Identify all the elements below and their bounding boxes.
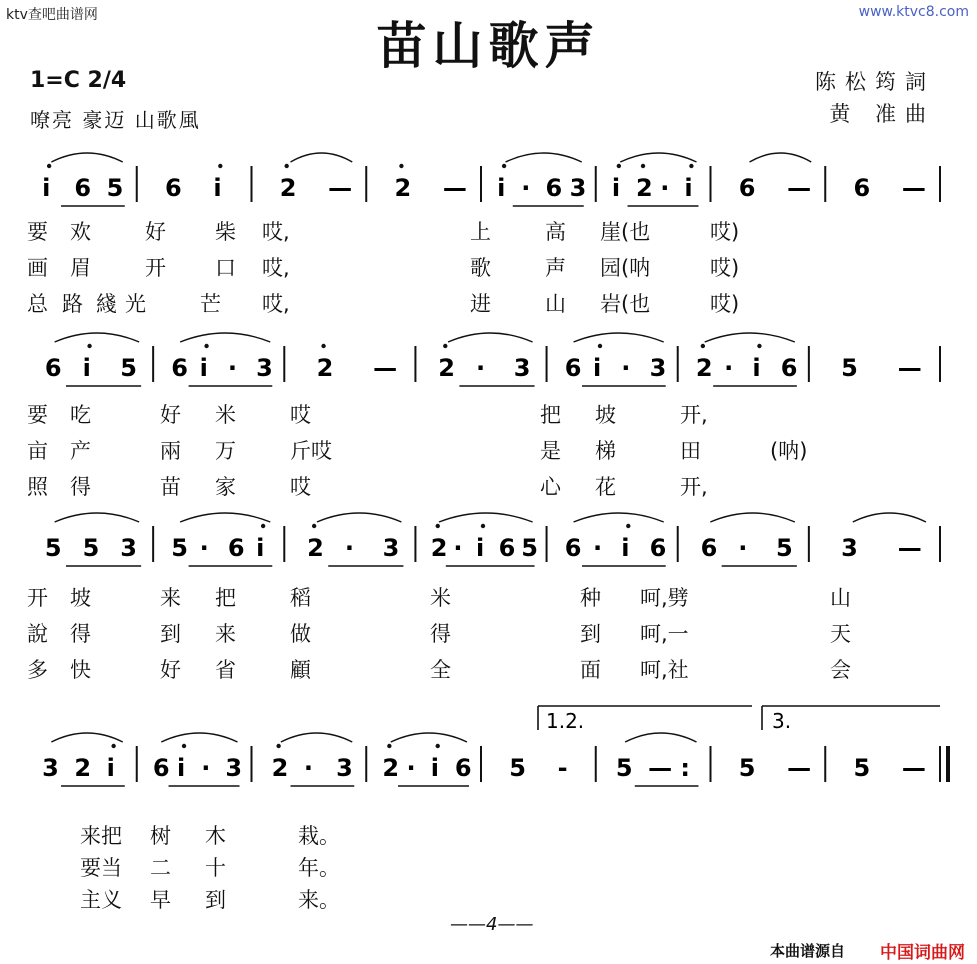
lyric-syllable: 万 [215, 439, 236, 463]
note: i [476, 534, 485, 562]
slur [506, 153, 582, 162]
note: 5 [509, 754, 526, 782]
octave-dot [757, 344, 761, 348]
lyric-syllable: 欢 [70, 220, 91, 244]
lyric-syllable: 好 [160, 403, 181, 427]
note: i [752, 354, 761, 382]
note: · [303, 754, 313, 782]
lyric-syllable: 总 [27, 292, 48, 316]
lyric-syllable: 得 [70, 622, 91, 646]
note: — [897, 534, 922, 562]
note: 5 [738, 754, 756, 782]
note: — [787, 754, 812, 782]
lyric-syllable: 光 [125, 292, 146, 316]
note: 5 [521, 534, 538, 562]
lyric-syllable: 把 [215, 586, 236, 610]
octave-dot [641, 164, 645, 168]
note: · [660, 174, 670, 202]
lyric-syllable: 山 [545, 292, 566, 316]
lyric-syllable: 芒 [200, 292, 221, 316]
octave-dot [312, 524, 316, 528]
lyric-syllable: 苗 [160, 475, 181, 499]
lyric-syllable: (呐) [770, 439, 808, 463]
lyric-syllable: 哎 [290, 403, 311, 427]
octave-dot [617, 164, 621, 168]
song-title: 苗山歌声 [376, 17, 601, 75]
lyric-syllable: 哎) [710, 256, 740, 280]
slur [180, 513, 270, 522]
note: · [453, 534, 463, 562]
note: 6 [853, 174, 871, 202]
note: i [82, 354, 91, 382]
lyric-syllable: 柴 [215, 220, 236, 244]
page-number-value: 4 [486, 914, 498, 935]
octave-dot [204, 344, 208, 348]
note: 3 [120, 534, 137, 562]
lyric-syllable: 栽。 [298, 824, 340, 848]
octave-dot [321, 344, 325, 348]
lyric-syllable: 說 [27, 622, 48, 646]
lyric-syllable: 开 [27, 586, 48, 610]
octave-dot [87, 344, 91, 348]
note: 2 [430, 534, 448, 562]
tempo-marking: 嘹亮 豪迈 山歌風 [30, 108, 201, 132]
lyric-syllable: 二 [150, 856, 171, 880]
note: 5 [44, 534, 62, 562]
slur [750, 153, 812, 162]
lyric-syllable: 亩 [27, 439, 48, 463]
note: 5 [120, 354, 137, 382]
lyric-syllable: 天 [830, 622, 851, 646]
note: 5 [82, 534, 100, 562]
note: 6 [564, 354, 582, 382]
lyric-syllable: 歌 [470, 256, 491, 280]
note: i [213, 174, 222, 202]
octave-dot [261, 524, 265, 528]
lyric-syllable: 来 [160, 586, 181, 610]
note: · [344, 534, 354, 562]
note: — [901, 754, 926, 782]
note: 3 [225, 754, 243, 782]
note: 2 [695, 354, 713, 382]
lyric-syllable: 全 [430, 658, 451, 682]
lyricist-credit: 陈松筠詞 [815, 70, 935, 94]
lyric-syllable: 来把 [80, 824, 122, 848]
lyric-syllable: 米 [215, 403, 236, 427]
octave-dot [387, 744, 391, 748]
volta-second-ending: 3. [772, 709, 792, 733]
lyric-syllable: 得 [430, 622, 451, 646]
note: 5 [853, 754, 871, 782]
octave-dot [284, 164, 288, 168]
note: — [442, 174, 467, 202]
slur [625, 733, 696, 742]
lyric-syllable: 到 [160, 622, 181, 646]
note: 3 [42, 754, 59, 782]
note: 5 [171, 534, 188, 562]
slur [55, 333, 140, 342]
note: · [521, 174, 531, 202]
lyric-syllable: 心 [540, 475, 561, 499]
lyric-syllable: 哎) [710, 220, 740, 244]
note: 2 [279, 174, 297, 202]
slur [620, 153, 696, 162]
lyric-syllable: 早 [150, 888, 171, 912]
note: 5 [615, 754, 633, 782]
note: 3 [336, 754, 353, 782]
note: 2 [394, 174, 412, 202]
note: — [648, 754, 673, 782]
source-site[interactable]: 中国词曲网 [880, 943, 965, 963]
slur [161, 733, 237, 742]
lyric-syllable: 斤哎 [290, 439, 332, 463]
slur [574, 513, 664, 522]
lyric-syllable: 快 [70, 658, 91, 682]
note: 3 [649, 354, 667, 382]
lyric-syllable: 岩(也 [600, 292, 651, 316]
note: — [787, 174, 812, 202]
note: 2 [316, 354, 334, 382]
note: : [680, 754, 690, 782]
lyric-syllable: 田 [680, 439, 701, 463]
note: 6 [564, 534, 582, 562]
lyric-syllable: 花 [595, 475, 616, 499]
note: 6 [171, 354, 188, 382]
note: i [611, 174, 621, 202]
lyric-syllable: 照 [27, 475, 48, 499]
slur [317, 513, 402, 522]
lyric-syllable: 十 [205, 856, 226, 880]
source-label: 本曲谱源自 [770, 942, 846, 960]
octave-dot [443, 344, 447, 348]
octave-dot [689, 164, 693, 168]
lyric-syllable: 呵,劈 [640, 586, 689, 610]
note: · [593, 534, 603, 562]
lyric-syllable: 到 [580, 622, 601, 646]
note: 6 [700, 534, 718, 562]
lyric-syllable: 好 [145, 220, 166, 244]
note: · [199, 534, 209, 562]
slur [291, 153, 353, 162]
note: i [430, 754, 439, 782]
lyric-syllable: 哎, [262, 292, 290, 316]
note: 3 [382, 534, 400, 562]
lyric-syllable: 呵,社 [640, 658, 689, 682]
lyric-syllable: 高 [545, 220, 566, 244]
note: i [106, 754, 115, 782]
note: 2 [271, 754, 289, 782]
lyric-syllable: 得 [70, 475, 91, 499]
note: i [684, 174, 693, 202]
slur [180, 333, 270, 342]
note: i [497, 174, 506, 202]
octave-dot [218, 164, 222, 168]
lyric-syllable: 主义 [80, 888, 122, 912]
note: · [201, 754, 211, 782]
note: · [724, 354, 734, 382]
note: i [593, 354, 602, 382]
note: 2 [74, 754, 92, 782]
note: 6 [498, 534, 516, 562]
octave-dot [598, 344, 602, 348]
octave-dot [502, 164, 506, 168]
note: · [227, 354, 237, 382]
octave-dot [701, 344, 705, 348]
slur [281, 733, 352, 742]
octave-dot [436, 744, 440, 748]
lyric-syllable: 要 [27, 403, 48, 427]
lyric-syllable: 进 [470, 292, 491, 316]
slur [574, 333, 664, 342]
lyric-syllable: 做 [290, 622, 311, 646]
slur [853, 513, 926, 522]
note: 2 [636, 174, 653, 202]
slur [448, 333, 533, 342]
lyric-syllable: 路 [62, 292, 83, 316]
octave-dot [47, 164, 51, 168]
lyric-syllable: 好 [160, 658, 181, 682]
lyric-syllable: 家 [215, 475, 236, 499]
lyric-syllable: 山 [830, 586, 851, 610]
lyric-syllable: 会 [830, 658, 851, 682]
note: i [199, 354, 208, 382]
note: 3 [569, 174, 587, 202]
lyric-syllable: 吃 [70, 403, 91, 427]
key-signature: 1=C 2/4 [30, 68, 127, 93]
octave-dot [182, 744, 186, 748]
lyric-syllable: 省 [215, 658, 236, 682]
note: 5 [106, 174, 124, 202]
note: 5 [776, 534, 793, 562]
lyric-syllable: 稻 [290, 586, 311, 610]
volta-first-ending: 1.2. [546, 709, 585, 733]
lyric-syllable: 面 [580, 658, 601, 682]
lyric-syllable: 呵,一 [640, 622, 689, 646]
lyric-syllable: 兩 [160, 439, 181, 463]
note: · [406, 754, 416, 782]
lyric-syllable: 多 [27, 658, 48, 682]
note: i [621, 534, 630, 562]
note: 6 [649, 534, 667, 562]
slur [391, 733, 467, 742]
lyric-syllable: 梯 [595, 439, 616, 463]
note: 3 [256, 354, 273, 382]
lyric-syllable: 是 [540, 439, 561, 463]
octave-dot [111, 744, 115, 748]
lyric-syllable: 到 [205, 888, 226, 912]
note: 6 [780, 354, 798, 382]
lyric-syllable: 眉 [70, 256, 91, 280]
lyric-syllable: 木 [205, 824, 226, 848]
note: 3 [841, 534, 858, 562]
slur [710, 513, 795, 522]
watermark-left: ktv查吧曲谱网 [6, 7, 98, 23]
lyric-syllable: 上 [470, 220, 491, 244]
note: 2 [307, 534, 324, 562]
note: 6 [164, 174, 182, 202]
note: — [373, 354, 398, 382]
lyric-syllable: 崖(也 [600, 220, 651, 244]
note: i [177, 754, 186, 782]
note: · [476, 354, 486, 382]
slur [51, 153, 122, 162]
slur [51, 733, 122, 742]
note: - [557, 754, 568, 782]
page-number: ——4—— [450, 914, 534, 935]
note: 6 [152, 754, 170, 782]
lyric-syllable: 声 [545, 256, 566, 280]
lyric-syllable: 产 [70, 439, 91, 463]
note: 6 [227, 534, 245, 562]
note: 6 [454, 754, 472, 782]
note: · [738, 534, 748, 562]
note: 6 [44, 354, 62, 382]
lyric-syllable: 开, [680, 475, 708, 499]
lyric-syllable: 画 [27, 256, 48, 280]
lyric-syllable: 年。 [298, 856, 340, 880]
note: i [42, 174, 51, 202]
note: · [621, 354, 631, 382]
note: — [897, 354, 922, 382]
note: — [901, 174, 926, 202]
slur [439, 513, 533, 522]
lyric-syllable: 米 [430, 586, 451, 610]
lyric-syllable: 种 [580, 586, 601, 610]
lyric-syllable: 来 [215, 622, 236, 646]
octave-dot [481, 524, 485, 528]
note: 5 [841, 354, 858, 382]
note: 3 [513, 354, 531, 382]
lyric-syllable: 綫 [96, 292, 117, 316]
lyric-syllable: 顧 [290, 658, 311, 682]
lyric-syllable: 园(呐 [600, 256, 651, 280]
slur [705, 333, 795, 342]
composer-credit: 黄 准曲 [829, 102, 935, 126]
lyric-syllable: 坡 [70, 586, 91, 610]
note: i [256, 534, 265, 562]
lyric-syllable: 树 [150, 824, 171, 848]
octave-dot [276, 744, 280, 748]
note: 2 [382, 754, 400, 782]
octave-dot [626, 524, 630, 528]
note: 6 [74, 174, 92, 202]
lyric-syllable: 把 [540, 403, 561, 427]
lyric-syllable: 哎, [262, 256, 290, 280]
lyric-syllable: 来。 [298, 888, 340, 912]
octave-dot [399, 164, 403, 168]
watermark-right: www.ktvc8.com [858, 4, 969, 20]
lyric-syllable: 要当 [80, 856, 122, 880]
lyric-syllable: 哎, [262, 220, 290, 244]
lyric-syllable: 口 [215, 256, 236, 280]
lyric-syllable: 开, [680, 403, 708, 427]
note: 2 [438, 354, 455, 382]
lyric-syllable: 哎) [710, 292, 740, 316]
slur [55, 513, 140, 522]
note: 6 [545, 174, 563, 202]
lyric-syllable: 要 [27, 220, 48, 244]
note: 6 [738, 174, 756, 202]
lyric-syllable: 哎 [290, 475, 311, 499]
octave-dot [436, 524, 440, 528]
lyric-syllable: 坡 [595, 403, 616, 427]
note: — [328, 174, 353, 202]
lyric-syllable: 开 [145, 256, 166, 280]
